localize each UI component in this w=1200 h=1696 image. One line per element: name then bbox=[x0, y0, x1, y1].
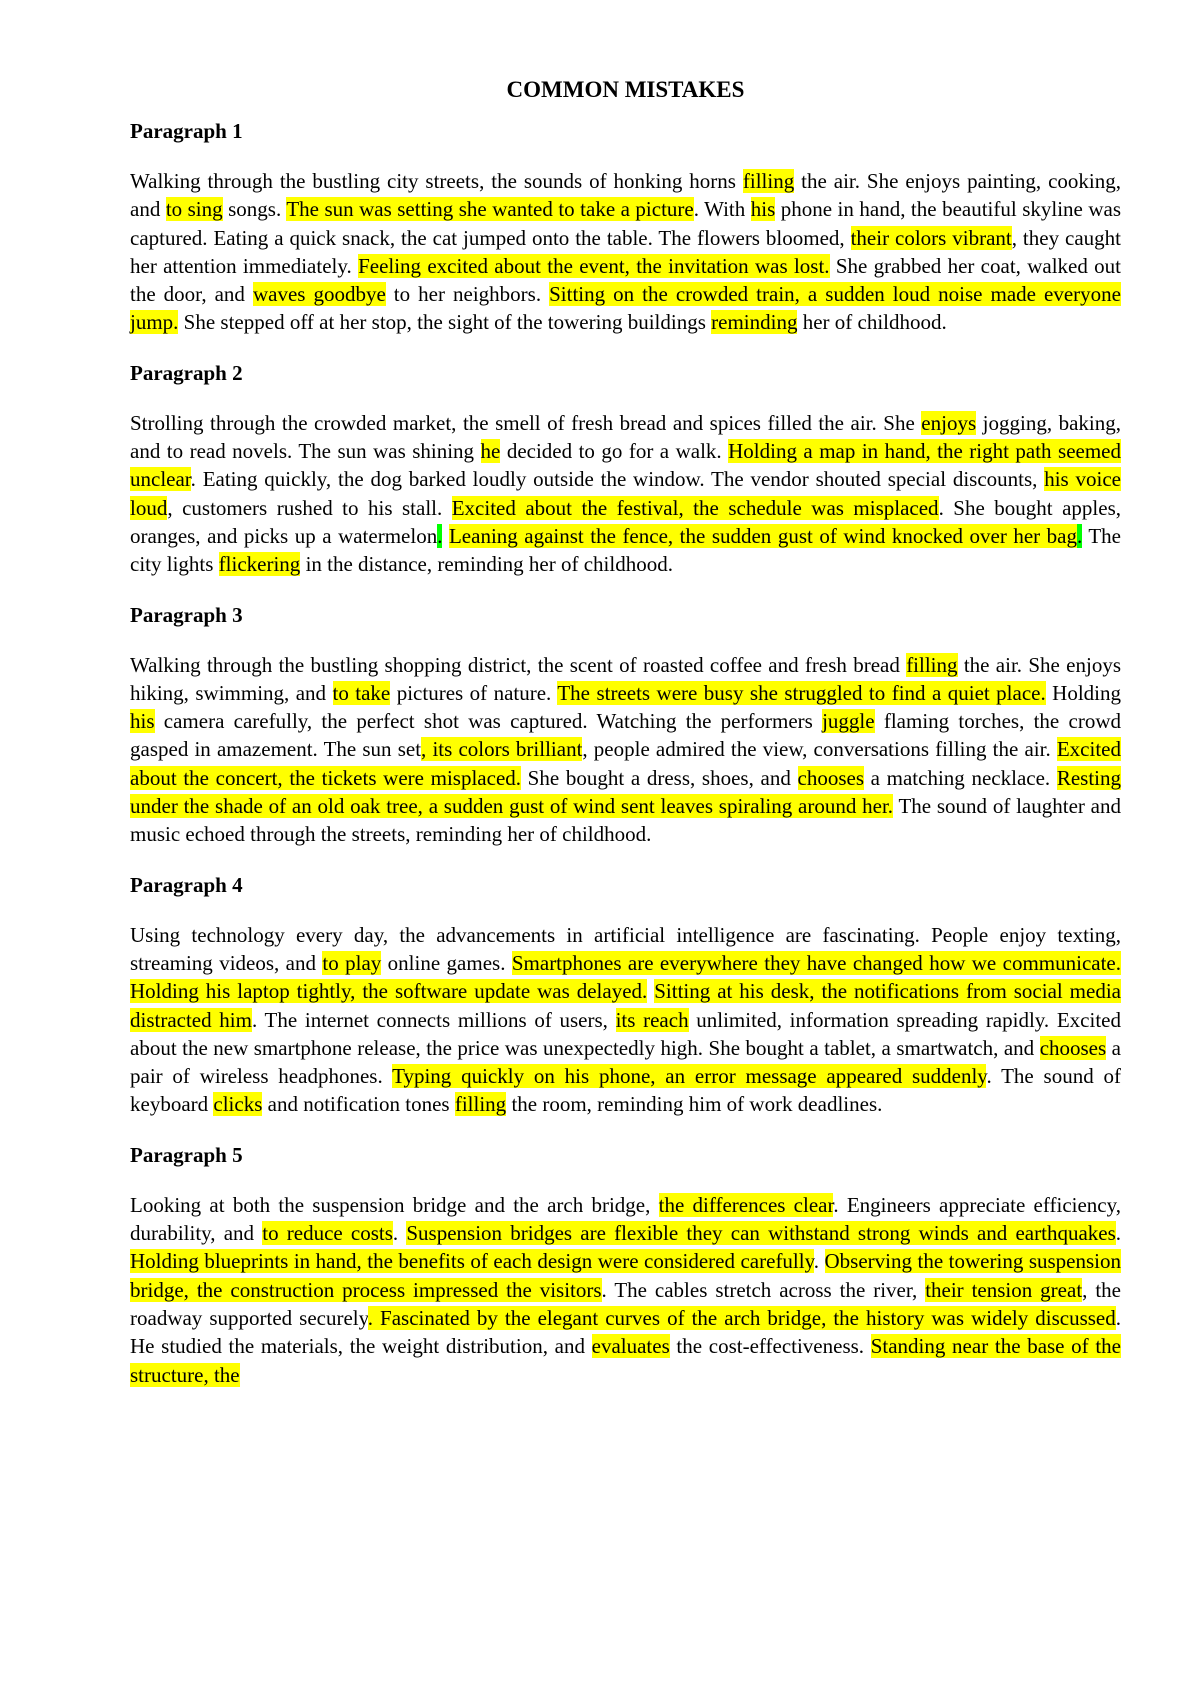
highlighted-mistake: clicks bbox=[213, 1092, 263, 1117]
paragraph-heading: Paragraph 3 bbox=[130, 602, 243, 627]
text-run: online games. bbox=[381, 950, 512, 975]
highlighted-mistake: his bbox=[750, 197, 776, 222]
text-run: The sound of laughter and music echoed through the streets, reminding her of childhood. bbox=[130, 794, 1122, 847]
text-run: the cost-effectiveness. bbox=[669, 1334, 871, 1359]
highlighted-mistake: evaluates bbox=[591, 1334, 670, 1359]
text-run bbox=[442, 524, 449, 548]
highlighted-mistake: filling bbox=[742, 169, 795, 193]
paragraph-body bbox=[130, 167, 1121, 337]
highlighted-mistake: The sun was setting she wanted to take a picture bbox=[286, 197, 694, 222]
text-run: The city lights bbox=[130, 523, 1121, 577]
text-run: , the roadway supported securely bbox=[130, 1277, 1121, 1330]
highlighted-mistake: filling bbox=[906, 652, 958, 677]
highlighted-mistake: Observing the towering suspension bridge, the construction process impressed the visitors bbox=[130, 1249, 1122, 1302]
paragraph-section-4 bbox=[130, 871, 1121, 1119]
text-run: pictures of nature. bbox=[390, 680, 558, 705]
highlighted-mistake: Sitting at his desk, the notifications from social media distracted him bbox=[130, 979, 1121, 1032]
highlighted-mistake: reminding bbox=[711, 310, 798, 335]
text-run: and notification tones bbox=[262, 1092, 455, 1117]
text-run: Using technology every day, the advancements in artificial intelligence are fascinating. People enjoy texting, streaming videos, and bbox=[130, 922, 1121, 975]
paragraph-section-2 bbox=[130, 359, 1121, 579]
highlighted-mistake: their tension great bbox=[925, 1277, 1083, 1302]
text-run: Walking through the bustling shopping district, the scent of roasted coffee and fresh bread bbox=[130, 652, 907, 677]
highlighted-mistake: , its colors brilliant bbox=[421, 737, 583, 762]
highlighted-mistake: Holding blueprints in hand, the benefits of each design were considered carefully bbox=[130, 1249, 814, 1274]
paragraph-heading: Paragraph 4 bbox=[130, 872, 243, 897]
text-run: . He studied the materials, the weight distribution, and bbox=[130, 1305, 1121, 1359]
text-run: a pair of wireless headphones. bbox=[130, 1035, 1121, 1089]
highlighted-mistake: he bbox=[480, 439, 501, 464]
highlighted-mistake: its reach bbox=[615, 1007, 689, 1032]
highlighted-mistake: Holding his laptop tightly, the software update was delayed. bbox=[130, 979, 648, 1004]
paragraph-heading: Paragraph 5 bbox=[130, 1142, 243, 1167]
highlighted-mistake: The streets were busy she struggled to find a quiet place. bbox=[557, 680, 1046, 705]
paragraph-body bbox=[130, 921, 1121, 1119]
highlighted-mistake: Excited about the concert, the tickets were misplaced. bbox=[130, 737, 1121, 790]
highlighted-mistake: chooses bbox=[1039, 1035, 1107, 1060]
text-run: Strolling through the crowded market, the smell of fresh bread and spices filled the air. She bbox=[130, 410, 922, 435]
text-run: the air. She enjoys hiking, swimming, and bbox=[130, 652, 1122, 705]
highlighted-mistake: his bbox=[130, 709, 155, 734]
text-run: . She bought apples, oranges, and picks up a watermelon bbox=[130, 495, 1121, 548]
highlighted-mistake: to take bbox=[332, 680, 391, 705]
highlighted-mistake: Sitting on the crowded train, a sudden loud noise made everyone jump. bbox=[130, 282, 1121, 335]
highlighted-mistake: Excited about the festival, the schedule was misplaced bbox=[451, 495, 939, 520]
text-run: . With bbox=[693, 197, 751, 222]
paragraph-section-5 bbox=[130, 1141, 1121, 1389]
paragraph-section-1 bbox=[130, 117, 1121, 337]
paragraph-body bbox=[130, 651, 1121, 849]
highlighted-mistake: waves goodbye bbox=[252, 282, 386, 307]
text-run: , they caught her attention immediately. bbox=[130, 225, 1121, 278]
highlighted-mark: . bbox=[1076, 523, 1083, 548]
text-run: a matching necklace. bbox=[864, 765, 1057, 790]
text-run: , people admired the view, conversations filling the air. bbox=[582, 737, 1057, 762]
highlighted-mistake: chooses bbox=[797, 765, 864, 790]
highlighted-mistake: Resting under the shade of an old oak tree, a sudden gust of wind sent leaves spiraling around her. bbox=[130, 765, 1121, 819]
highlighted-mistake: Smartphones are everywhere they have changed how we communicate. bbox=[511, 950, 1122, 975]
text-run: in the distance, reminding her of childhood. bbox=[300, 552, 673, 577]
text-run: the room, reminding him of work deadlines. bbox=[506, 1092, 883, 1117]
text-run: . The cables stretch across the river, bbox=[601, 1277, 926, 1302]
highlighted-mistake: enjoys bbox=[921, 410, 977, 435]
text-run: She grabbed her coat, walked out the door, and bbox=[130, 253, 1121, 307]
highlighted-mistake: to play bbox=[322, 950, 382, 975]
text-run: . The sound of keyboard bbox=[130, 1064, 1121, 1117]
highlighted-mistake: Typing quickly on his phone, an error message appeared suddenly bbox=[392, 1064, 987, 1089]
text-run: flaming torches, the crowd gasped in amazement. The sun set bbox=[130, 709, 1121, 762]
paragraph-section-3 bbox=[130, 601, 1121, 849]
text-run: . bbox=[1115, 1221, 1122, 1246]
text-run: jogging, baking, and to read novels. The sun was shining bbox=[130, 410, 1121, 464]
text-run: She stepped off at her stop, the sight of the towering buildings bbox=[178, 310, 712, 335]
text-run: Walking through the bustling city streets, the sounds of honking horns bbox=[130, 169, 743, 193]
text-run: to her neighbors. bbox=[385, 282, 550, 307]
text-run: , customers rushed to his stall. bbox=[167, 495, 452, 520]
highlighted-mistake: to reduce costs bbox=[262, 1221, 393, 1246]
text-run: phone in hand, the beautiful skyline was captured. Eating a quick snack, the cat jumped onto the table. The flowers bloomed, bbox=[130, 197, 1122, 250]
text-run: unlimited, information spreading rapidly. Excited about the new smartphone release, the price was unexpectedly high. She bought a tablet, a smartwatch, and bbox=[130, 1007, 1121, 1060]
highlighted-mistake: Feeling excited about the event, the invitation was lost. bbox=[358, 253, 830, 278]
highlighted-mistake: . Fascinated by the elegant curves of the arch bridge, the history was widely discussed bbox=[367, 1305, 1116, 1330]
paragraph-body bbox=[130, 409, 1121, 579]
text-run: decided to go for a walk. bbox=[500, 439, 729, 464]
text-run: Looking at both the suspension bridge and the arch bridge, bbox=[130, 1192, 659, 1217]
document-title: COMMON MISTAKES bbox=[506, 77, 745, 102]
highlighted-mistake: their colors vibrant bbox=[850, 225, 1012, 250]
text-run: She bought a dress, shoes, and bbox=[521, 765, 798, 790]
highlighted-mistake: the differences clear bbox=[658, 1192, 834, 1217]
text-run: . Engineers appreciate efficiency, durability, and bbox=[130, 1192, 1122, 1246]
text-run: the air. She enjoys painting, cooking, and bbox=[130, 169, 1122, 222]
highlighted-mistake: filling bbox=[454, 1092, 507, 1117]
highlighted-mistake: Standing near the base of the structure, the bbox=[130, 1334, 1121, 1387]
text-run: camera carefully, the perfect shot was captured. Watching the performers bbox=[154, 709, 823, 734]
text-run: . bbox=[392, 1221, 407, 1246]
text-run: . The internet connects millions of users, bbox=[251, 1007, 616, 1032]
text-run: her of childhood. bbox=[797, 310, 947, 335]
highlighted-mistake: juggle bbox=[822, 709, 875, 734]
highlighted-mark: . bbox=[437, 523, 443, 548]
paragraph-heading: Paragraph 1 bbox=[130, 119, 243, 143]
document-page bbox=[130, 0, 1121, 1389]
highlighted-mistake: Leaning against the fence, the sudden gust of wind knocked over her bag bbox=[448, 523, 1077, 548]
highlighted-mistake: Suspension bridges are flexible they can withstand strong winds and earthquakes bbox=[406, 1221, 1116, 1246]
text-run: . Eating quickly, the dog barked loudly outside the window. The vendor shouted special discounts, bbox=[190, 467, 1045, 492]
paragraph-body bbox=[130, 1191, 1121, 1389]
text-run: . bbox=[813, 1249, 825, 1274]
highlighted-mistake: to sing bbox=[165, 197, 223, 222]
highlighted-mistake: his voice loud bbox=[130, 467, 1122, 520]
paragraph-heading: Paragraph 2 bbox=[130, 360, 243, 385]
text-run: Holding bbox=[1045, 680, 1122, 705]
highlighted-mistake: Holding a map in hand, the right path seemed unclear bbox=[130, 439, 1121, 492]
highlighted-mistake: flickering bbox=[218, 552, 301, 577]
text-run: songs. bbox=[222, 197, 287, 222]
